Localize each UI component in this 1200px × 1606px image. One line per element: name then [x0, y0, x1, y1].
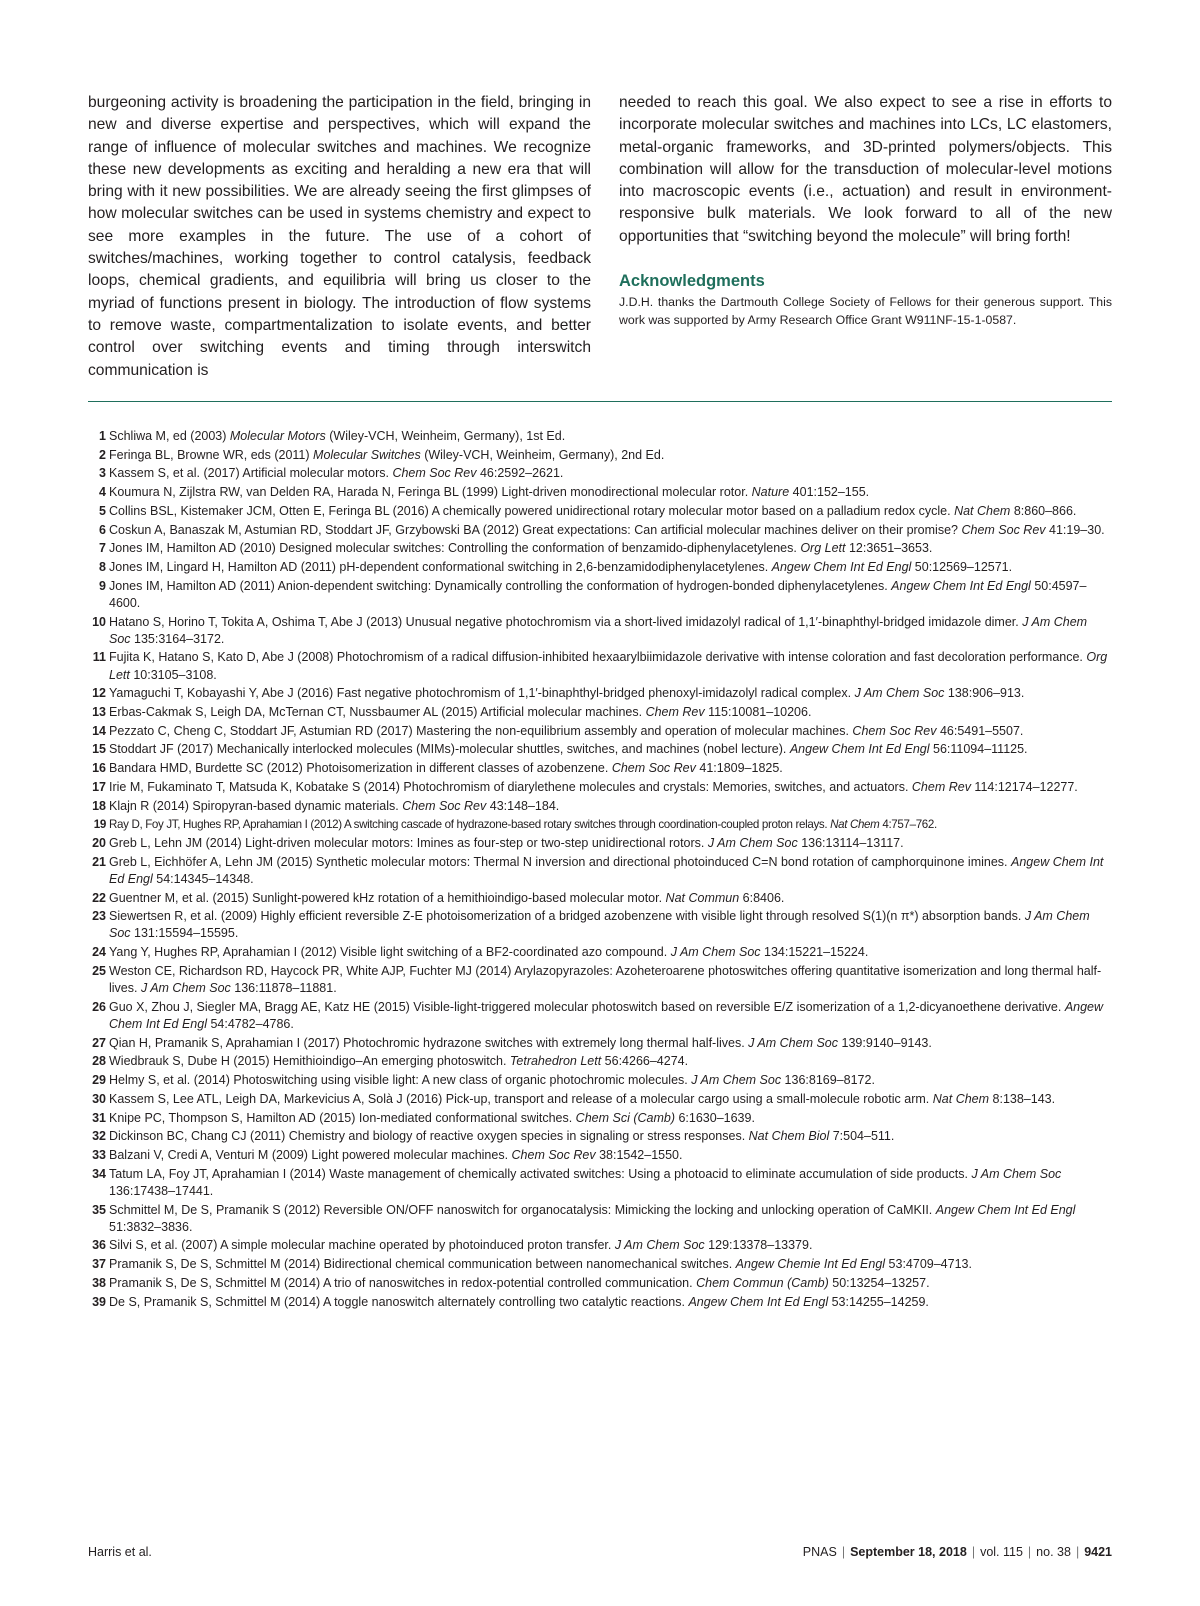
- body-text-right: needed to reach this goal. We also expect to see a rise in efforts to incorporate molecular switches and machines into LCs, LC elastomers, metal-organic frameworks, and 3D-printed polymers/objects. This combination will allow for the transduction of molecular-level motions into macroscopic events (i.e., actuation) and result in environment-responsive bulk materials. We look forward to all of the new opportunities that “switching beyond the molecule” will bring forth!: [619, 94, 1112, 245]
- reference-item: [88, 1202, 1112, 1236]
- reference-item: [88, 1294, 1112, 1311]
- reference-journal: Chem Soc Rev: [961, 522, 1046, 537]
- footer-issue: no. 38: [1036, 1545, 1071, 1559]
- reference-text: Balzani V, Credi A, Venturi M (2009) Light powered molecular machines.: [109, 1147, 512, 1162]
- reference-item: [88, 559, 1112, 576]
- reference-journal: J Am Chem Soc: [854, 686, 945, 701]
- reference-text: Irie M, Fukaminato T, Matsuda K, Kobatake S (2014) Photochromism of diarylethene molecules and crystals: Memories, switches, and actuators.: [109, 779, 912, 794]
- reference-citation: 8:860–866.: [1010, 503, 1077, 518]
- body-text-left: burgeoning activity is broadening the participation in the field, bringing in new and diverse expertise and perspectives, which will expand the range of influence of molecular switches and machines. We recognize these new developments as exciting and heralding a new era that will bring with it new possibilities. We are already seeing the first glimpses of how molecular switches can be used in systems chemistry and expect to see more examples in the future. The use of a cohort of switches/machines, working together to control catalysis, feedback loops, chemical gradients, and equilibria will bring us closer to the myriad of functions present in biology. The introduction of flow systems to remove waste, compartmentalization to isolate events, and better control over switching events and timing through interswitch communication is: [88, 94, 591, 379]
- reference-item: [88, 760, 1112, 777]
- reference-item: [88, 908, 1112, 942]
- reference-citation: 136:17438–17441.: [109, 1183, 214, 1198]
- reference-text: Pezzato C, Cheng C, Stoddart JF, Astumian RD (2017) Mastering the non-equilibrium assembly and operation of molecular machines.: [109, 723, 853, 738]
- reference-citation: 56:4266–4274.: [601, 1054, 689, 1069]
- reference-item: [88, 963, 1112, 997]
- reference-number: 1: [99, 429, 106, 443]
- reference-text: Klajn R (2014) Spiropyran-based dynamic materials.: [109, 798, 403, 813]
- reference-journal: Chem Soc Rev: [511, 1147, 596, 1162]
- reference-citation: 114:12174–12277.: [970, 779, 1078, 794]
- reference-text: Schliwa M, ed (2003): [109, 429, 230, 443]
- reference-text: Guo X, Zhou J, Siegler MA, Bragg AE, Katz HE (2015) Visible-light-triggered molecular photoswitch based on reversible E/Z isomerization of a 1,2-dicyanoethene derivative.: [109, 999, 1065, 1014]
- reference-item: [88, 704, 1112, 721]
- reference-text: Dickinson BC, Chang CJ (2011) Chemistry and biology of reactive oxygen species in signaling or stress responses.: [109, 1129, 749, 1144]
- reference-journal: Nature: [751, 485, 790, 500]
- reference-citation: 50:4597–4600.: [109, 578, 1087, 610]
- reference-item: [88, 999, 1112, 1033]
- reference-item: [88, 1128, 1112, 1145]
- reference-citation: 401:152–155.: [789, 485, 870, 500]
- reference-number: 13: [92, 705, 106, 720]
- reference-journal: Chem Rev: [645, 705, 705, 720]
- reference-text: Kassem S, Lee ATL, Leigh DA, Markevicius A, Solà J (2016) Pick-up, transport and release of a molecular cargo using a small-molecule robotic arm.: [109, 1091, 933, 1106]
- reference-number: 12: [92, 686, 106, 701]
- reference-journal: J Am Chem Soc: [670, 945, 761, 960]
- reference-citation: 43:148–184.: [486, 798, 560, 813]
- reference-journal: Molecular Motors: [229, 429, 326, 443]
- reference-citation: 135:3164–3172.: [130, 631, 225, 646]
- reference-citation: 138:906–913.: [944, 686, 1025, 701]
- footer-authors-text: Harris et al.: [88, 1545, 152, 1559]
- reference-text: Coskun A, Banaszak M, Astumian RD, Stoddart JF, Grzybowski BA (2012) Great expectations: Can artificial molecular machines deliver on their promise?: [109, 522, 962, 537]
- reference-citation: 56:11094–11125.: [929, 742, 1028, 757]
- reference-citation: 46:5491–5507.: [936, 723, 1024, 738]
- reference-journal: J Am Chem Soc: [707, 835, 798, 850]
- footer-date: September 18, 2018: [850, 1545, 967, 1559]
- reference-item: [88, 816, 1112, 833]
- reference-text: Greb L, Lehn JM (2014) Light-driven molecular motors: Imines as four-step or two-step unidirectional rotors.: [109, 835, 708, 850]
- reference-citation: 131:15594–15595.: [130, 926, 239, 941]
- acknowledgments-text: J.D.H. thanks the Dartmouth College Society of Fellows for their generous support. This work was supported by Army Research Office Grant W911NF-15-1-0587.: [619, 295, 1112, 327]
- reference-citation: 46:2592–2621.: [476, 466, 564, 481]
- reference-text: Greb L, Eichhöfer A, Lehn JM (2015) Synthetic molecular motors: Thermal N inversion and directional photoinduced C=N bond rotation of camphorquinone imines.: [109, 854, 1011, 869]
- reference-journal: Org Lett: [109, 650, 1108, 682]
- reference-number: 10: [92, 614, 106, 629]
- reference-journal: J Am Chem Soc: [971, 1166, 1062, 1181]
- reference-number: 19: [93, 818, 106, 832]
- reference-text: Yamaguchi T, Kobayashi Y, Abe J (2016) Fast negative photochromism of 1,1′-binaphthyl-bridged phenoxyl-imidazolyl radical complex.: [109, 686, 855, 701]
- reference-item: [88, 1275, 1112, 1292]
- reference-text: Siewertsen R, et al. (2009) Highly efficient reversible Z-E photoisomerization of a bridged azobenzene with visible light through resolved S(1)(n π*) absorption bands.: [109, 909, 1025, 924]
- reference-text: Stoddart JF (2017) Mechanically interlocked molecules (MIMs)-molecular shuttles, switches, and machines (nobel lecture).: [109, 742, 790, 757]
- reference-journal: Angew Chem Int Ed Engl: [935, 1202, 1076, 1217]
- reference-item: [88, 649, 1112, 683]
- reference-journal: Angew Chem Int Ed Engl: [109, 854, 1104, 886]
- reference-number: 38: [92, 1275, 106, 1290]
- reference-number: 9: [99, 578, 106, 593]
- reference-journal: J Am Chem Soc: [614, 1238, 705, 1253]
- reference-citation: 6:1630–1639.: [675, 1110, 755, 1125]
- reference-item: [88, 890, 1112, 907]
- reference-text: Feringa BL, Browne WR, eds (2011): [109, 447, 314, 462]
- reference-citation: 8:138–143.: [989, 1091, 1056, 1106]
- reference-citation: 54:14345–14348.: [152, 871, 254, 886]
- reference-number: 35: [92, 1202, 106, 1217]
- reference-item: [88, 447, 1112, 464]
- reference-citation: 38:1542–1550.: [595, 1147, 683, 1162]
- reference-number: 22: [92, 890, 106, 905]
- reference-number: 25: [92, 963, 106, 978]
- reference-journal: Angew Chem Int Ed Engl: [789, 742, 930, 757]
- footer-citation: PNAS | September 18, 2018 | vol. 115 | no. 38 | 9421: [802, 1545, 1112, 1559]
- reference-citation: 115:10081–10206.: [704, 705, 812, 720]
- reference-number: 34: [92, 1166, 106, 1181]
- reference-journal: J Am Chem Soc: [691, 1073, 782, 1088]
- reference-citation: 4:757–762.: [879, 818, 937, 832]
- reference-citation: 136:8169–8172.: [781, 1073, 875, 1088]
- footer-volume: vol. 115: [980, 1545, 1023, 1559]
- reference-number: 15: [92, 742, 106, 757]
- reference-item: [88, 578, 1112, 612]
- reference-journal: Angew Chem Int Ed Engl: [891, 578, 1031, 593]
- body-column-right: [619, 92, 1112, 329]
- reference-citation: 136:11878–11881.: [230, 981, 337, 996]
- reference-journal: J Am Chem Soc: [109, 614, 1088, 646]
- reference-journal: Nat Chem Biol: [748, 1129, 830, 1144]
- reference-text: Silvi S, et al. (2007) A simple molecular machine operated by photoinduced proton transfer.: [109, 1238, 615, 1253]
- reference-text: Pramanik S, De S, Schmittel M (2014) A trio of nanoswitches in redox-potential controlled communication.: [109, 1275, 697, 1290]
- reference-item: [88, 1237, 1112, 1254]
- reference-journal: Tetrahedron Lett: [509, 1054, 602, 1069]
- reference-text: Fujita K, Hatano S, Kato D, Abe J (2008) Photochromism of a radical diffusion-inhibited hexaarylbiimidazole derivative with intense coloration and fast decoloration performance.: [109, 650, 1087, 665]
- reference-journal: J Am Chem Soc: [140, 981, 231, 996]
- reference-text: Weston CE, Richardson RD, Haycock PR, White AJP, Fuchter MJ (2014) Arylazopyrazoles: Azoheteroarene photoswitches offering quantitative isomerization and long thermal half-lives.: [109, 963, 1102, 996]
- reference-text: De S, Pramanik S, Schmittel M (2014) A toggle nanoswitch alternately controlling two catalytic reactions.: [109, 1294, 689, 1309]
- reference-number: 31: [92, 1110, 106, 1125]
- section-divider: [88, 401, 1112, 402]
- reference-number: 30: [92, 1091, 106, 1106]
- reference-journal: J Am Chem Soc: [748, 1035, 839, 1050]
- reference-item: [88, 685, 1112, 702]
- reference-number: 39: [92, 1294, 106, 1309]
- reference-item: [88, 798, 1112, 815]
- reference-item: [88, 944, 1112, 961]
- reference-number: 37: [92, 1257, 106, 1272]
- reference-number: 11: [92, 650, 106, 665]
- reference-number: 2: [99, 447, 106, 462]
- reference-journal: Nat Chem: [954, 503, 1011, 518]
- reference-text: Bandara HMD, Burdette SC (2012) Photoisomerization in different classes of azobenzene.: [109, 761, 612, 776]
- reference-number: 29: [92, 1073, 106, 1088]
- reference-journal: Molecular Switches: [313, 447, 421, 462]
- reference-citation: 41:1809–1825.: [695, 761, 783, 776]
- reference-item: [88, 428, 1112, 445]
- reference-journal: Chem Rev: [911, 779, 971, 794]
- reference-number: 16: [92, 761, 106, 776]
- reference-journal: Angew Chem Int Ed Engl: [771, 559, 912, 574]
- footer-journal: PNAS: [802, 1545, 837, 1559]
- reference-journal: Chem Soc Rev: [392, 466, 477, 481]
- reference-list: [88, 428, 1112, 1312]
- reference-text: Helmy S, et al. (2014) Photoswitching using visible light: A new class of organic photochromic molecules.: [109, 1073, 692, 1088]
- reference-number: 36: [92, 1238, 106, 1253]
- reference-citation: 50:13254–13257.: [828, 1275, 930, 1290]
- reference-journal: Angew Chem Int Ed Engl: [688, 1294, 829, 1309]
- reference-text: Kassem S, et al. (2017) Artificial molecular motors.: [109, 466, 393, 481]
- reference-item: [88, 779, 1112, 796]
- reference-number: 20: [92, 835, 106, 850]
- reference-text: Jones IM, Lingard H, Hamilton AD (2011) pH-dependent conformational switching in 2,6-benzamidodiphenylacetylenes.: [109, 559, 772, 574]
- reference-text: Tatum LA, Foy JT, Aprahamian I (2014) Waste management of chemically activated switches: Using a photoacid to eliminate accumulation of side products.: [109, 1166, 972, 1181]
- reference-text: Jones IM, Hamilton AD (2010) Designed molecular switches: Controlling the conformation of benzamido-diphenylacetylenes.: [109, 541, 801, 556]
- reference-text: Koumura N, Zijlstra RW, van Delden RA, Harada N, Feringa BL (1999) Light-driven monodirectional molecular rotor.: [109, 485, 752, 500]
- reference-citation: 136:13114–13117.: [797, 835, 904, 850]
- reference-journal: Chem Commun (Camb): [696, 1275, 829, 1290]
- reference-item: [88, 1166, 1112, 1200]
- reference-text: Guentner M, et al. (2015) Sunlight-powered kHz rotation of a hemithioindigo-based molecular motor.: [109, 890, 666, 905]
- reference-item: [88, 614, 1112, 648]
- reference-citation: 53:14255–14259.: [828, 1294, 929, 1309]
- footer-authors: [88, 1544, 152, 1560]
- reference-item: [88, 522, 1112, 539]
- reference-number: 18: [92, 798, 106, 813]
- reference-number: 7: [99, 541, 106, 556]
- reference-item: [88, 1147, 1112, 1164]
- reference-citation: 7:504–511.: [829, 1129, 895, 1144]
- reference-citation: 41:19–30.: [1045, 522, 1105, 537]
- reference-citation: 12:3651–3653.: [845, 541, 933, 556]
- reference-item: [88, 723, 1112, 740]
- body-column-left: [88, 92, 591, 382]
- reference-item: [88, 741, 1112, 758]
- reference-journal: Chem Soc Rev: [852, 723, 937, 738]
- reference-item: [88, 1110, 1112, 1127]
- reference-number: 17: [92, 779, 106, 794]
- reference-citation: (Wiley-VCH, Weinheim, Germany), 2nd Ed.: [420, 447, 665, 462]
- reference-item: [88, 1256, 1112, 1273]
- reference-journal: Org Lett: [800, 541, 846, 556]
- reference-item: [88, 1072, 1112, 1089]
- reference-number: 27: [92, 1035, 106, 1050]
- reference-text: Pramanik S, De S, Schmittel M (2014) Bidirectional chemical communication between nanomechanical switches.: [109, 1257, 736, 1272]
- reference-text: Qian H, Pramanik S, Aprahamian I (2017) Photochromic hydrazone switches with extremely long thermal half-lives.: [109, 1035, 749, 1050]
- reference-citation: 53:4709–4713.: [885, 1257, 972, 1272]
- reference-text: Yang Y, Hughes RP, Aprahamian I (2012) Visible light switching of a BF2-coordinated azo compound.: [109, 945, 671, 960]
- reference-citation: 139:9140–9143.: [838, 1035, 932, 1050]
- reference-journal: Nat Chem: [932, 1091, 990, 1106]
- reference-journal: Chem Soc Rev: [611, 761, 696, 776]
- reference-number: 4: [99, 485, 106, 500]
- reference-item: [88, 835, 1112, 852]
- reference-number: 26: [92, 999, 106, 1014]
- reference-text: Wiedbrauk S, Dube H (2015) Hemithioindigo–An emerging photoswitch.: [109, 1054, 510, 1069]
- reference-citation: 10:3105–3108.: [129, 667, 217, 682]
- reference-text: Jones IM, Hamilton AD (2011) Anion-dependent switching: Dynamically controlling the conformation of hydrogen-bonded diphenylacetylenes.: [109, 578, 892, 593]
- reference-item: [88, 503, 1112, 520]
- reference-text: Knipe PC, Thompson S, Hamilton AD (2015) Ion-mediated conformational switches.: [109, 1110, 576, 1125]
- reference-journal: Chem Soc Rev: [402, 798, 487, 813]
- reference-journal: Angew Chem Int Ed Engl: [109, 999, 1104, 1031]
- reference-number: 6: [99, 522, 106, 537]
- reference-item: [88, 1053, 1112, 1070]
- footer-page-number: 9421: [1084, 1545, 1112, 1559]
- reference-item: [88, 465, 1112, 482]
- reference-number: 5: [99, 503, 106, 518]
- reference-citation: 134:15221–15224.: [760, 945, 869, 960]
- reference-text: Schmittel M, De S, Pramanik S (2012) Reversible ON/OFF nanoswitch for organocatalysis: Mimicking the locking and unlocking operation of CaMKII.: [109, 1202, 936, 1217]
- reference-text: Collins BSL, Kistemaker JCM, Otten E, Feringa BL (2016) A chemically powered unidirectional rotary molecular motor based on a palladium redox cycle.: [109, 503, 955, 518]
- reference-number: 14: [92, 723, 106, 738]
- reference-number: 28: [92, 1054, 106, 1069]
- reference-journal: Nat Commun: [665, 890, 740, 905]
- reference-journal: Angew Chemie Int Ed Engl: [735, 1257, 886, 1272]
- reference-number: 3: [99, 466, 106, 481]
- reference-item: [88, 1035, 1112, 1052]
- reference-item: [88, 484, 1112, 501]
- reference-journal: Chem Sci (Camb): [575, 1110, 675, 1125]
- reference-number: 8: [99, 559, 106, 574]
- reference-citation: 6:8406.: [739, 890, 785, 905]
- reference-text: Erbas-Cakmak S, Leigh DA, McTernan CT, Nussbaumer AL (2015) Artificial molecular machines.: [109, 705, 646, 720]
- reference-citation: 129:13378–13379.: [704, 1238, 813, 1253]
- reference-citation: 51:3832–3836.: [109, 1219, 193, 1234]
- reference-text: Ray D, Foy JT, Hughes RP, Aprahamian I (2012) A switching cascade of hydrazone-based rotary switches through coordination-coupled proton relays.: [109, 818, 831, 832]
- reference-journal: Nat Chem: [830, 818, 880, 832]
- reference-number: 24: [92, 945, 106, 960]
- reference-journal: J Am Chem Soc: [109, 909, 1090, 941]
- reference-item: [88, 854, 1112, 888]
- reference-citation: 54:4782–4786.: [206, 1017, 294, 1031]
- reference-item: [88, 540, 1112, 557]
- reference-citation: 50:12569–12571.: [911, 559, 1013, 574]
- reference-number: 33: [92, 1147, 106, 1162]
- reference-number: 32: [92, 1129, 106, 1144]
- reference-text: Hatano S, Horino T, Tokita A, Oshima T, Abe J (2013) Unusual negative photochromism via a short-lived imidazolyl radical of 1,1′-binaphthyl-bridged imidazole dimer.: [109, 614, 1023, 629]
- reference-citation: (Wiley-VCH, Weinheim, Germany), 1st Ed.: [325, 429, 566, 443]
- reference-number: 21: [92, 854, 106, 869]
- reference-item: [88, 1091, 1112, 1108]
- acknowledgments-heading: Acknowledgments: [619, 272, 765, 291]
- reference-number: 23: [92, 909, 106, 924]
